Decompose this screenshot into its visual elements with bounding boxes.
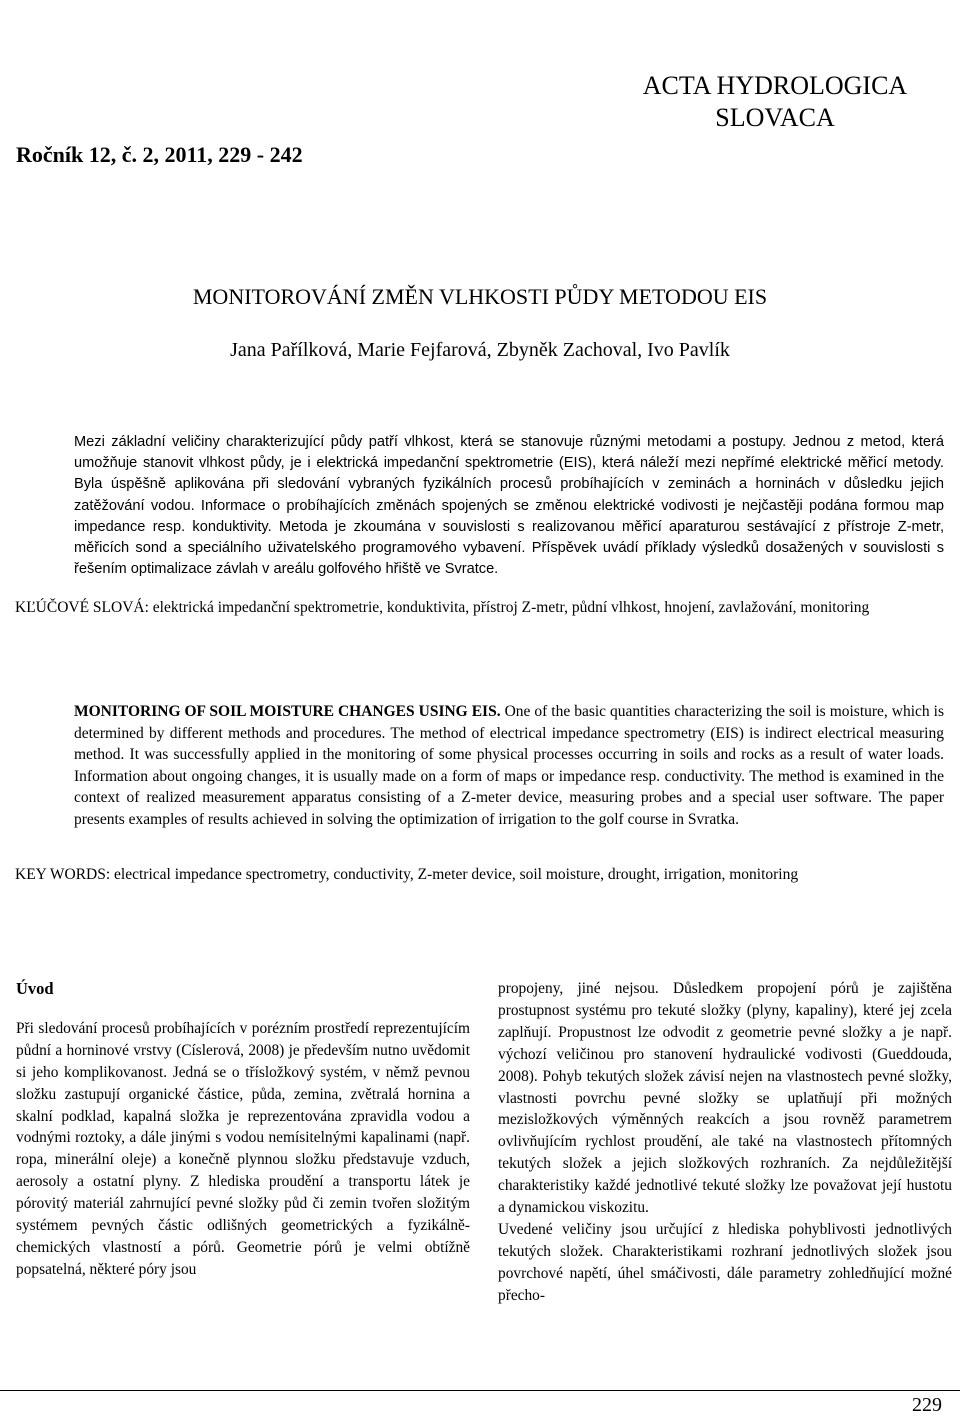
journal-name-line2: SLOVACA xyxy=(715,103,835,132)
body-right-column xyxy=(498,978,952,1307)
body-paragraph: Uvedené veličiny jsou určující z hlediska pohyblivosti jednotlivých tekutých složek. Charakteristikami rozhraní jednotlivých složek jsou povrchové napětí, úhel smáčivosti, dále parametry zohledňující možné přecho- xyxy=(498,1220,952,1304)
footer-divider xyxy=(0,1390,960,1391)
keywords-english: KEY WORDS: electrical impedance spectrometry, conductivity, Z-meter device, soil moisture, drought, irrigation, monitoring xyxy=(15,866,799,883)
issue-info: Ročník 12, č. 2, 2011, 229 - 242 xyxy=(16,142,303,167)
body-left-column xyxy=(16,978,470,1281)
section-heading-intro: Úvod xyxy=(16,979,54,998)
page-number: 229 xyxy=(912,1394,942,1416)
abstract-english-text: One of the basic quantities characterizing the soil is moisture, which is determined by different methods and procedures. The method of electrical impedance spectrometry (EIS) is indirect electrical measuring method. It was successfully applied in the monitoring of some physical processes occurring in soils and rocks as a result of water loads. Information about ongoing changes, it is usually made on a form of maps or impedance resp. conductivity. The method is examined in the context of realized measurement apparatus consisting of a Z-meter device, measuring probes and a special user software. The paper presents examples of results achieved in solving the optimization of irrigation to the golf course in Svratka. xyxy=(74,703,944,828)
body-paragraph: Při sledování procesů probíhajících v porézním prostředí reprezentujícím půdní a horninové vrstvy (Císlerová, 2008) je především nutno uvědomit si jeho komplikovanost. Jedná se o třísložkový systém, v němž pevnou složku zastupují organické částice, půda, zemina, zvětralá hornina a skalní podklad, kapalná složka je reprezentována zpravidla vodou a vodnými roztoky, a dále jinými s vodou nemísitelnými kapalinami (např. ropa, minerální oleje) a konečně plynnou složku představuje vzduch, aerosoly a ostatní plyny. Z hlediska proudění a transportu látek je pórovitý materiál zahrnující pevné složky půd či zemin tvořen složitým systémem pevných částic odlišných geometrických a fyzikálně-chemických vlastností a pórů. Geometrie pórů je velmi obtížně popsatelná, některé póry jsou xyxy=(16,1019,470,1278)
article-authors: Jana Pařílková, Marie Fejfarová, Zbyněk Zachoval, Ivo Pavlík xyxy=(230,339,730,361)
article-title: MONITOROVÁNÍ ZMĚN VLHKOSTI PŮDY METODOU EIS xyxy=(192,284,768,309)
journal-name-line1: ACTA HYDROLOGICA xyxy=(642,71,908,100)
abstract-czech: Mezi základní veličiny charakterizující půdy patří vlhkost, která se stanovuje různými metodami a postupy. Jednou z metod, která umožňuje stanovit vlhkost půdy, je i elektrická impedanční spektrometrie (EIS), která náleží mezi nepřímé elektrické měřicí metody. Byla úspěšně aplikována při sledování vybraných fyzikálních procesů probíhajících v zeminách a horninách v důsledku jejich zatěžování vodou. Informace o probíhajících změnách spojených se změnou elektrické vodivosti je nejčastěji podána formou map impedance resp. konduktivity. Metoda je zkoumána v souvislosti s realizovanou měřicí aparaturou sestávající z přístroje Z-metr, měřicích sond a speciálního uživatelského programového vybavení. Příspěvek uvádí příklady výsledků dosažených v souvislosti s řešením optimalizace závlah v areálu golfového hřiště ve Svratce. xyxy=(74,434,944,578)
journal-name xyxy=(600,70,950,134)
abstract-english-title: MONITORING OF SOIL MOISTURE CHANGES USING EIS. xyxy=(74,703,501,720)
keywords-czech: KĽÚČOVÉ SLOVÁ: elektrická impedanční spektrometrie, konduktivita, přístroj Z-metr, půdní vlhkost, hnojení, zavlažování, monitoring xyxy=(15,599,870,616)
abstract-english xyxy=(74,701,944,830)
body-paragraph: propojeny, jiné nejsou. Důsledkem propojení pórů je zajištěna prostupnost systému pro tekuté složky (plyny, kapaliny), které jej zcela zaplňují. Propustnost lze odvodit z geometrie pevné složky a je např. výchozí veličinou pro stanovení hydraulické vodivosti (Gueddouda, 2008). Pohyb tekutých složek závisí nejen na vlastnostech pevné složky, vlastnosti povrchu pevné složky se uplatňují při možných mezisložkových výměnných reakcích a jsou rovněž parametrem ovlivňujícím rychlost proudění, ale také na vlastnostech přítomných tekutých složek a jejich složkových rozhraních. Za nejdůležitější charakteristiky každé jednotlivé tekuté složky lze považovat její hustotu a dynamickou viskozitu. xyxy=(498,980,952,1217)
